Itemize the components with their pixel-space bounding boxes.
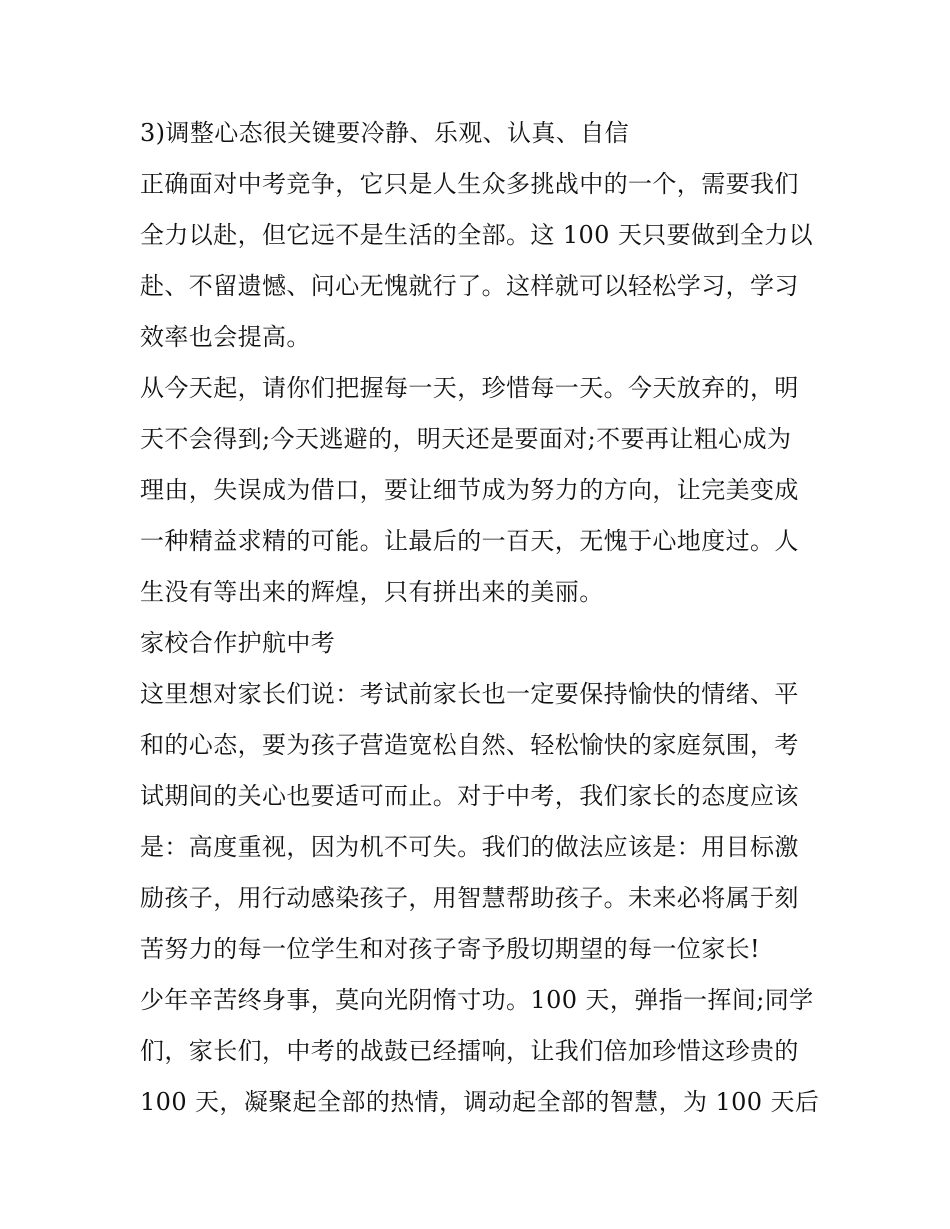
text-line: 们，家长们，中考的战鼓已经擂响，让我们倍加珍惜这珍贵的 [140,1037,799,1065]
text-line: 这里想对家长们说：考试前家长也一定要保持愉快的情绪、平 [140,680,799,708]
text-line: 全力以赴，但它远不是生活的全部。这 100 天只要做到全力以 [140,221,814,249]
text-line: 一种精益求精的可能。让最后的一百天，无愧于心地度过。人 [140,527,799,555]
text-line: 和的心态，要为孩子营造宽松自然、轻松愉快的家庭氛围，考 [140,731,799,759]
text-line: 天不会得到;今天逃避的，明天还是要面对;不要再让粗心成为 [140,425,792,453]
text-line: 励孩子，用行动感染孩子，用智慧帮助孩子。未来必将属于刻 [140,884,799,912]
text-line: 是：高度重视，因为机不可失。我们的做法应该是：用目标激 [140,833,799,861]
text-line: 从今天起，请你们把握每一天，珍惜每一天。今天放弃的，明 [140,374,799,402]
text-line: 赴、不留遗憾、问心无愧就行了。这样就可以轻松学习，学习 [140,272,799,300]
text-line: 正确面对中考竞争，它只是人生众多挑战中的一个，需要我们 [140,170,799,198]
text-line: 100 天，凝聚起全部的热情，调动起全部的智慧，为 100 天后 [140,1088,820,1116]
text-line: 理由，失误成为借口，要让细节成为努力的方向，让完美变成 [140,476,799,504]
text-line: 试期间的关心也要适可而止。对于中考，我们家长的态度应该 [140,782,799,810]
heading-adjust-mindset: 3)调整心态很关键要冷静、乐观、认真、自信 [140,119,630,147]
text-line: 效率也会提高。 [140,323,311,351]
heading-home-school-cooperation: 家校合作护航中考 [140,629,336,657]
text-line: 苦努力的每一位学生和对孩子寄予殷切期望的每一位家长! [140,935,761,963]
text-line: 生没有等出来的辉煌，只有拼出来的美丽。 [140,578,604,606]
document-body [140,108,820,1128]
text-line: 少年辛苦终身事，莫向光阴惰寸功。100 天，弹指一挥间;同学 [140,986,814,1014]
